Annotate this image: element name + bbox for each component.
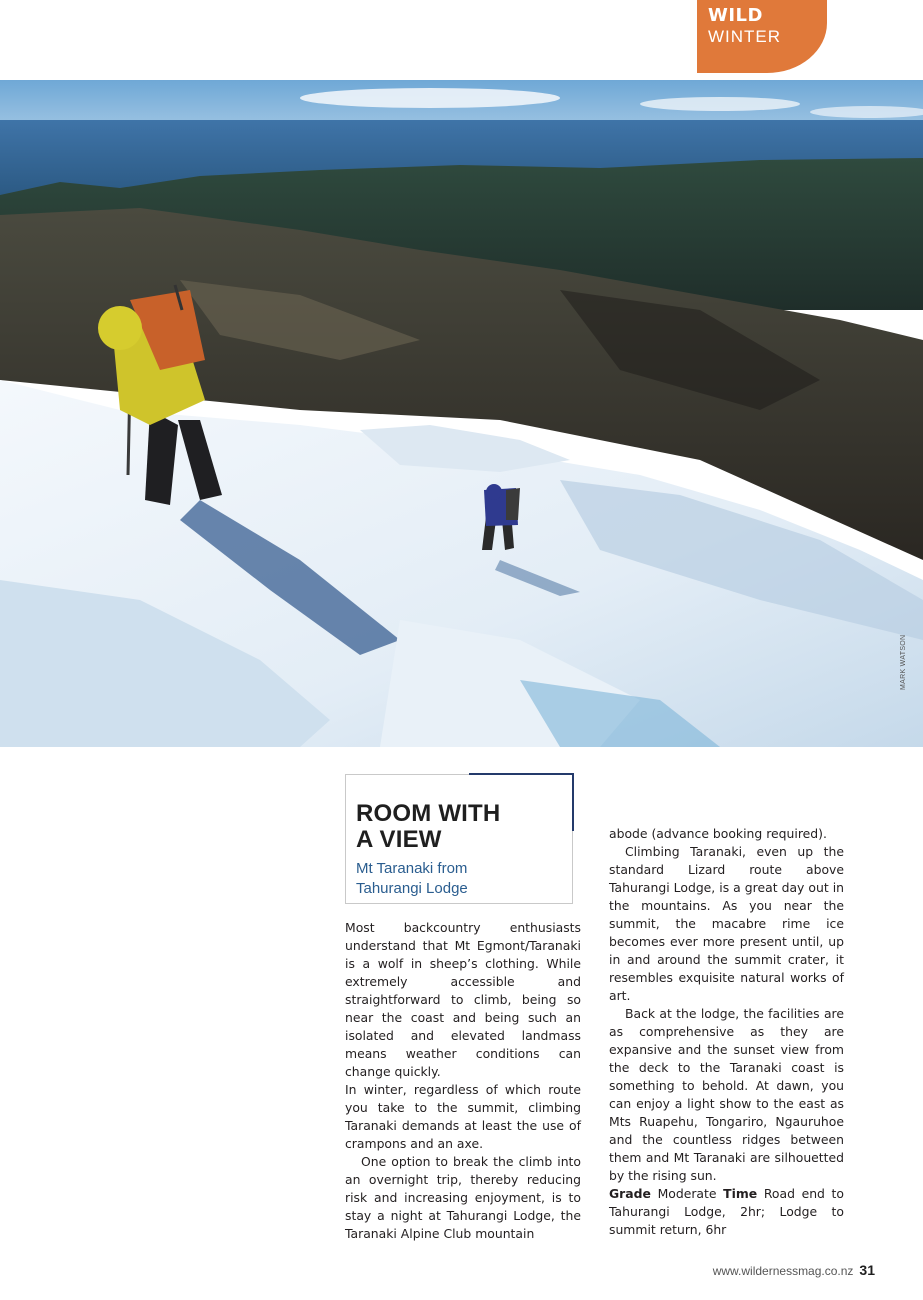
footer-url[interactable]: www.wildernessmag.co.nz bbox=[712, 1264, 854, 1278]
title-line1: ROOM WITH bbox=[356, 800, 501, 827]
trip-info bbox=[609, 1185, 844, 1239]
section-tab-line2: WINTER bbox=[708, 27, 782, 46]
grade-label: Grade bbox=[609, 1186, 651, 1201]
paragraph: Most backcountry enthusiasts understand that Mt Egmont/Taranaki is a wolf in sheep’s clothing. While extremely accessible and straightforward to climb, being so near the coast and being such an isolated and elevated landmass means weather conditions can change quickly. bbox=[345, 920, 581, 1079]
time-value: Road end to Tahurangi Lodge, 2hr; Lodge to summit return, 6hr bbox=[609, 1186, 844, 1237]
article-subtitle bbox=[356, 859, 468, 899]
page-number: 31 bbox=[859, 1262, 875, 1278]
subtitle-line2: Tahurangi Lodge bbox=[356, 880, 468, 897]
article-column-2 bbox=[609, 825, 844, 1239]
paragraph: Climbing Taranaki, even up the standard Lizard route above Tahurangi Lodge, is a great day out in the mountains. As you near the summit, the macabre rime ice becomes ever more present until, up in and around the summit crater, it resembles exquisite natural works of art. bbox=[609, 844, 844, 1003]
section-tab-line1: WILD bbox=[708, 5, 763, 26]
page-footer bbox=[713, 1262, 875, 1278]
time-label: Time bbox=[723, 1186, 758, 1201]
paragraph: In winter, regardless of which route you take to the summit, climbing Taranaki demands at least the use of crampons and an axe. bbox=[345, 1082, 581, 1151]
paragraph: abode (advance booking required). bbox=[609, 826, 827, 841]
title-accent-right bbox=[572, 773, 574, 831]
subtitle-line1: Mt Taranaki from bbox=[356, 860, 468, 877]
paragraph: Back at the lodge, the facilities are as comprehensive as they are expansive and the sunset view from the deck to the Taranaki coast is something to behold. At dawn, you can enjoy a light show to the east as Mts Ruapehu, Tongariro, Ngauruhoe and the countless ridges between them and Mt Taranaki are silhouetted by the rising sun. bbox=[609, 1006, 844, 1183]
article-column-1 bbox=[345, 919, 581, 1243]
mountain-climbers-illustration bbox=[0, 80, 923, 747]
section-tab bbox=[697, 0, 827, 73]
article-title bbox=[356, 801, 500, 853]
paragraph: One option to break the climb into an overnight trip, thereby reducing risk and increasing enjoyment, is to stay a night at Tahurangi Lodge, the Taranaki Alpine Club mountain bbox=[345, 1154, 581, 1241]
title-accent-top bbox=[469, 773, 573, 775]
title-line2: A VIEW bbox=[356, 826, 442, 853]
photo-credit: MARK WATSON bbox=[900, 634, 907, 690]
article-title-box bbox=[345, 774, 573, 904]
hero-photo bbox=[0, 80, 923, 747]
grade-value: Moderate bbox=[657, 1186, 717, 1201]
